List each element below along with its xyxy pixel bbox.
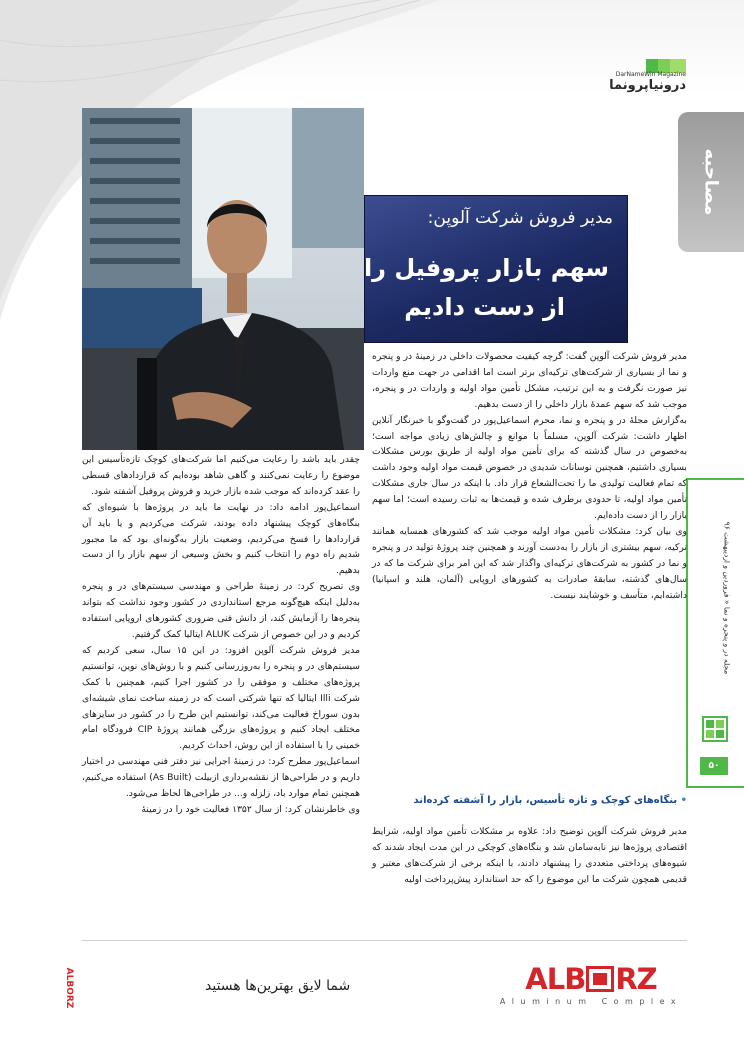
article-title-line-1: سهم بازار پروفیل را [363, 254, 609, 282]
paragraph: وی تصریح کرد: در زمینهٔ طراحی و مهندسی سیستم‌های در و پنجره به‌دلیل اینکه هیچ‌گونه مرجع استانداردی در کشور وجود نداشت که بتواند پنجره‌ها را آزمایش کند، از دانش فنی ضروری کشورهای اروپایی استفاده کردیم و در این خصوص از شرکت ALUK ایتالیا کمک گرفتیم. [82, 581, 360, 640]
paragraph: وی خاطرنشان کرد: از سال ۱۳۵۲ فعالیت خود را در زمینهٔ [141, 803, 360, 815]
bullet-icon: • [680, 795, 687, 806]
brand-left: AL [525, 962, 565, 996]
brand-right: RZ [615, 962, 657, 996]
window-icon [700, 714, 730, 744]
section-label: مصاحبه [700, 148, 722, 216]
small-brand-text: ALBORZ [64, 967, 74, 1009]
brand-tagline: Aluminum Complex [499, 997, 683, 1006]
small-brand-mark [62, 960, 76, 1016]
article-column-right-lower [372, 824, 687, 934]
alborz-wordmark [496, 964, 686, 994]
paragraph: اسماعیل‌پور ادامه داد: در نهایت ما باید در پروژه‌ها با شیوه‌ای که بنگاه‌های کوچک پیشنهاد داده بودند، شرکت می‌کردیم و یا باید آن قراردادها را فسخ می‌کردیم، وضعیت بازار به‌گونه‌ای بود که ما مجبور شدیم راه دوم را انتخاب کنیم و بخش وسیعی از سهم بازار را از دست بدهیم. [82, 501, 360, 577]
section-tab [678, 112, 744, 252]
section-heading [372, 793, 687, 808]
article-column-right [372, 349, 687, 789]
paragraph: به‌گزارش مجلهٔ در و پنجره و نما، محرم اسماعیل‌پور در گفت‌وگو با خبرنگار آنلاین اظهار داشت: شرکت آلوپن، مسلماً با موانع و چالش‌های زیادی مواجه است؛ به‌خصوص در سال گذشته که برای تأمین مواد اولیه از طریق بورس مشکلات بسیاری داشتیم، همچنین نوسانات شدیدی در خصوص قیمت مواد اولیه وجود داشت که تمام فعالیت تولیدی ما را تحت‌الشعاع قرار داد. با اینکه در سال جاری مشکلات تأمین مواد اولیه، تا حدودی برطرف شده و قیمت‌ها به ثبات رسیده است؛ اما سهم بازار را از دست داده‌ایم. [372, 414, 687, 522]
article-title-box [364, 195, 628, 343]
issue-info: مجله در و پنجره و نما « فروردین و اردیبهشت ۹۶ [722, 521, 732, 674]
paragraph: مدیر فروش شرکت آلوپن گفت: گرچه کیفیت محصولات داخلی در زمینهٔ در و پنجره و نما از بسیاری از شرکت‌های ترکیه‌ای برتر است اما اقدامی در جهت منع واردات نیز صورت نگرفت و به این ترتیب، مشکل تأمین مواد اولیه و واردات در و پنجره، موجب شد که سهم عمدهٔ بازار داخلی را از دست بدهیم. [372, 351, 687, 410]
section-heading-text: بنگاه‌های کوچک و تازه تأسیس، بازار را آشفته کرده‌اند [413, 795, 678, 806]
article-column-left [82, 452, 360, 932]
magazine-name-en: DarNameWin Magazine [615, 71, 686, 78]
alborz-logo [496, 964, 686, 1008]
paragraph: مدیر فروش شرکت آلوپن افزود: در این ۱۵ سال، سعی کردیم که سیستم‌های در و پنجره را به‌روزرسانی کنیم و با روش‌های نوین، توانستیم پروژه‌های مختلف و موفقی را در کشور اجرا کنیم، همچنین با کمک شرکت Illi ایتالیا که تنها شرکتی است که در زمینه ساخت نمای شیشه‌ای بدون سوراخ فعالیت می‌کند، توانستیم این طرح را در کشور در سایزهای مختلف ایجاد کنیم و پروژه‌های بزرگی همانند پروژهٔ CIP فرودگاه امام خمینی را با استفاده از این روش، احداث کردیم. [82, 644, 361, 752]
paragraph: وی بیان کرد: مشکلات تأمین مواد اولیه موجب شد که کشورهای همسایه همانند ترکیه، سهم بیشتری از بازار را به‌دست آورند و همچنین چند پروژهٔ تولید در و پنجره و نما در کشور به شرکت‌های ترکیه‌ای واگذار شد که این امر برای شرکت ما که در سال‌های گذشته، سابقهٔ صادرات به کشورهای اروپایی (آلمان، هلند و اسپانیا) داشته‌ایم، متأسف و خوشایند نیست. [372, 525, 687, 601]
ad-slogan: شما لایق بهترین‌ها هستید [205, 978, 351, 994]
paragraph: چقدر باید باشد را رعایت می‌کنیم اما شرکت‌های کوچک تازه‌تأسیس این موضوع را رعایت نمی‌کنند و گاهی شاهد بوده‌ایم که قراردادهای قسطی را عقد کرده‌اند که موجب شده بازار خرید و فروش پروفیل آشفته شود. [82, 454, 360, 497]
article-title-line-2: از دست دادیم [404, 293, 565, 321]
brand-o-mark [586, 966, 614, 992]
article-subtitle: مدیر فروش شرکت آلوپن: [427, 208, 613, 228]
magazine-logo [566, 55, 686, 93]
footer-divider [82, 940, 687, 941]
interviewee-photo [82, 108, 364, 450]
paragraph: مدیر فروش شرکت آلوپن توضیح داد: علاوه بر مشکلات تأمین مواد اولیه، شرایط اقتصادی پروژه‌ها نیز نابه‌سامان شد و بنگاه‌های کوچکی در این مدت ایجاد شدند که شیوه‌های پرداختی متعددی را پیشنهاد دادند، با اینکه برخی از شرکت‌های معتبر و قدیمی همچون شرکت ما این موضوع را که حد استاندارد پیش‌پرداخت اولیه [372, 826, 687, 885]
paragraph: اسماعیل‌پور مطرح کرد: در زمینهٔ اجرایی نیز دفتر فنی مهندسی در اختیار داریم و در طراحی‌ها از نقشه‌برداری ازبیلت (As Built) استفاده می‌کنیم، همچنین تمام موارد باد، زلزله و... در طراحی‌ها لحاظ می‌شود. [82, 756, 360, 800]
page-number: ۵۰ [700, 757, 728, 775]
side-vertical-text [720, 490, 734, 705]
magazine-name: درونیاپرونما [609, 78, 686, 93]
brand-mid: B [564, 962, 586, 996]
